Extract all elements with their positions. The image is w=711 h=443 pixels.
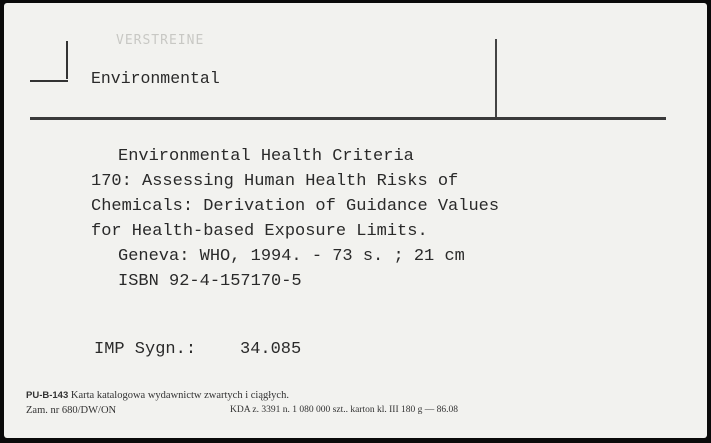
card-heading: Environmental [91,69,220,88]
title-line-1: Environmental Health Criteria [118,147,414,166]
title-line-4: for Health-based Exposure Limits. [91,222,428,241]
signature-label: IMP Sygn.: [94,340,197,359]
footer-line-2 [26,405,116,416]
isbn-line: ISBN 92-4-157170-5 [118,272,302,291]
form-description: Karta katalogowa wydawnictw zwartych i ciągłych. [70,390,289,401]
form-code: PU-B-143 [26,390,69,401]
column-divider-line [495,39,497,119]
footer-line-1 [26,390,289,401]
order-number: Zam. nr 680/DW/ON [26,405,117,416]
imprint-line: Geneva: WHO, 1994. - 73 s. ; 21 cm [118,247,465,266]
heading-rule [30,117,666,120]
title-line-3: Chemicals: Derivation of Guidance Values [91,197,500,216]
bracket-horizontal-line [30,80,68,82]
catalog-card [4,3,707,438]
title-line-2: 170: Assessing Human Health Risks of [91,172,459,191]
bracket-vertical-line [66,41,68,79]
footer-print-details: KDA z. 3391 n. 1 080 000 szt.. karton kl. III 180 g — 86.08 [230,405,458,415]
faded-heading: VERSTREINE [116,33,205,48]
signature-value: 34.085 [240,340,302,359]
